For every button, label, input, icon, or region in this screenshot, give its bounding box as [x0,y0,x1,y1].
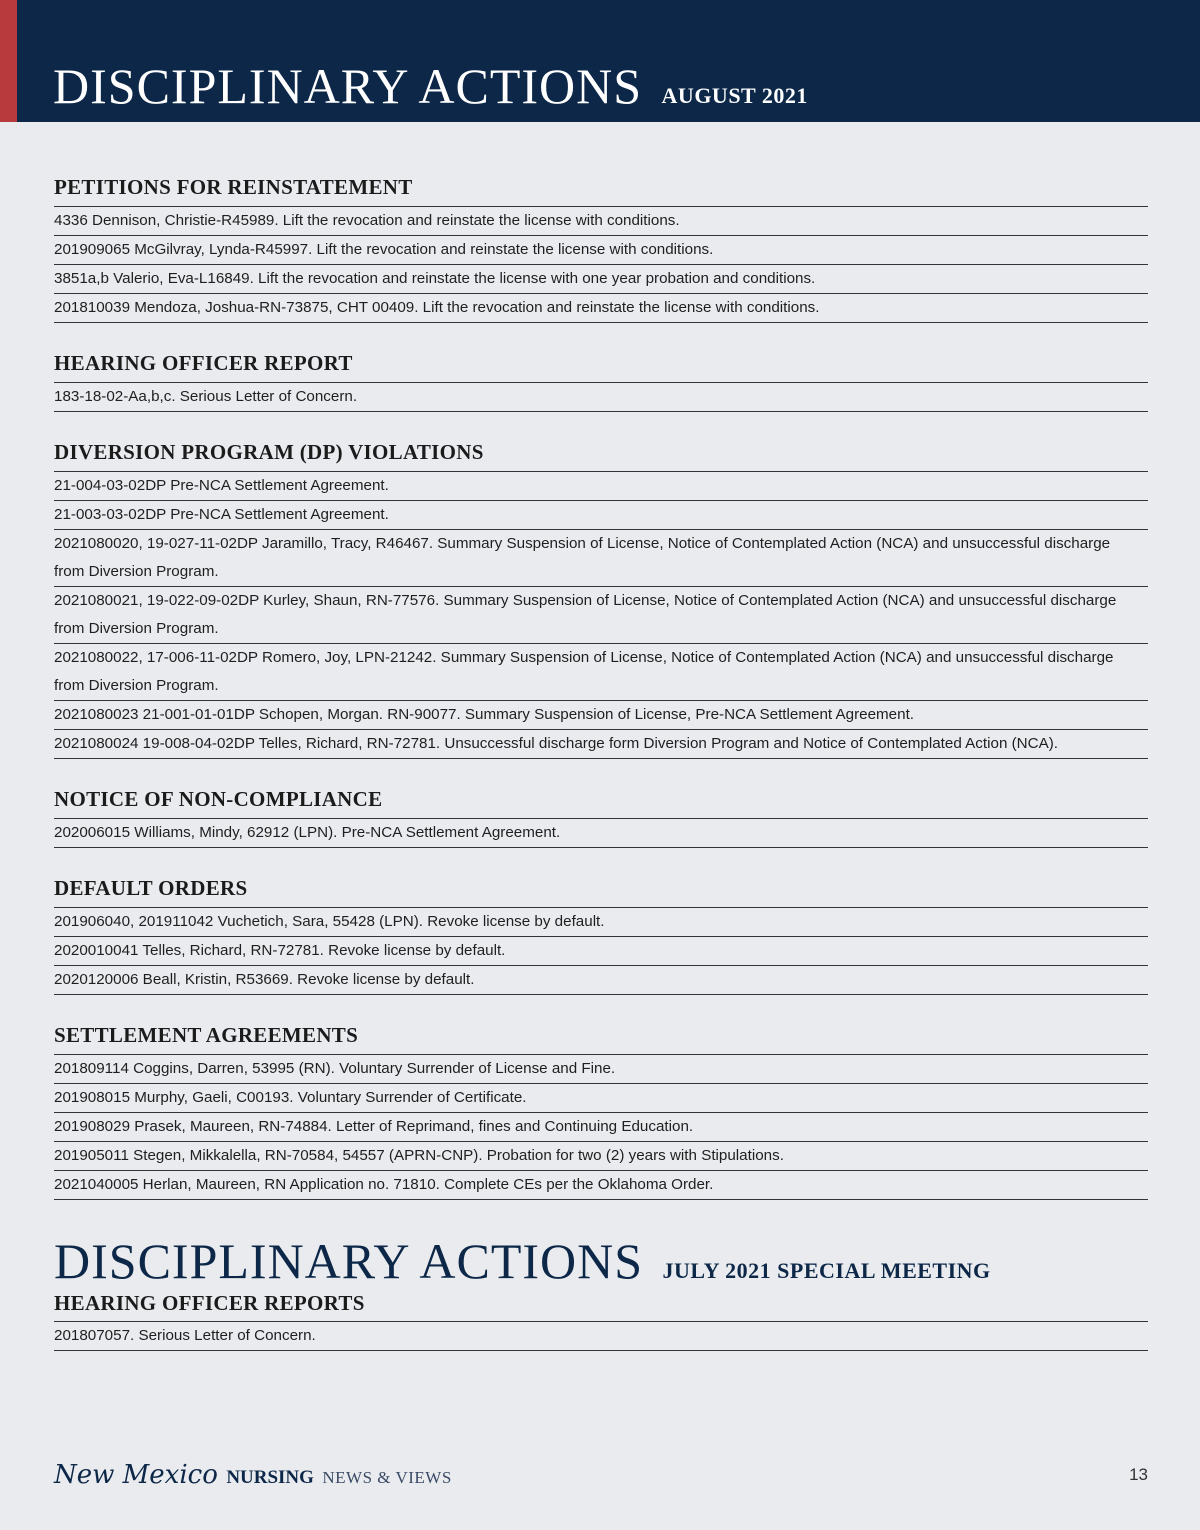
section-title: DIVERSION PROGRAM (DP) VIOLATIONS [54,437,1148,472]
section-title: HEARING OFFICER REPORT [54,348,1148,383]
list-item: 2021080022, 17-006-11-02DP Romero, Joy, LPN-21242. Summary Suspension of License, Notice of Contemplated Action (NCA) and unsuccessful discharge from Diversion Program. [54,644,1148,701]
page-title-text: DISCIPLINARY ACTIONS [53,58,643,114]
page-number: 13 [1129,1465,1148,1484]
brand-script: New Mexico [54,1460,218,1490]
list-item: 201908015 Murphy, Gaeli, C00193. Voluntary Surrender of Certificate. [54,1084,1148,1113]
section [54,1020,1148,1200]
special-meeting-title [54,1233,1148,1289]
section-title: SETTLEMENT AGREEMENTS [54,1020,1148,1055]
special-meeting-subtitle: JULY 2021 SPECIAL MEETING [662,1258,991,1283]
page-title [53,54,808,128]
brand-news: NEWS & VIEWS [322,1468,452,1487]
list-item: 201905011 Stegen, Mikkalella, RN-70584, 54557 (APRN-CNP). Probation for two (2) years with Stipulations. [54,1142,1148,1171]
list-item: 202006015 Williams, Mindy, 62912 (LPN). Pre-NCA Settlement Agreement. [54,819,1148,848]
section [54,784,1148,848]
list-item: 2021080024 19-008-04-02DP Telles, Richard, RN-72781. Unsuccessful discharge form Diversion Program and Notice of Contemplated Action (NCA). [54,730,1148,759]
footer [54,1458,1148,1492]
entry-list [54,1322,1148,1351]
list-item: 3851a,b Valerio, Eva-L16849. Lift the revocation and reinstate the license with one year probation and conditions. [54,265,1148,294]
list-item: 201809114 Coggins, Darren, 53995 (RN). Voluntary Surrender of License and Fine. [54,1055,1148,1084]
list-item: 21-003-03-02DP Pre-NCA Settlement Agreement. [54,501,1148,530]
list-item: 2021080021, 19-022-09-02DP Kurley, Shaun, RN-77576. Summary Suspension of License, Notice of Contemplated Action (NCA) and unsuccessful discharge from Diversion Program. [54,587,1148,644]
section [54,348,1148,412]
section-title: HEARING OFFICER REPORTS [54,1289,1148,1322]
list-item: 2020120006 Beall, Kristin, R53669. Revoke license by default. [54,966,1148,995]
main-content [54,172,1148,1376]
list-item: 2021040005 Herlan, Maureen, RN Application no. 71810. Complete CEs per the Oklahoma Order. [54,1171,1148,1200]
list-item: 2020010041 Telles, Richard, RN-72781. Revoke license by default. [54,937,1148,966]
section [54,437,1148,759]
sections-list [54,172,1148,1200]
list-item: 21-004-03-02DP Pre-NCA Settlement Agreement. [54,472,1148,501]
list-item: 201810039 Mendoza, Joshua-RN-73875, CHT 00409. Lift the revocation and reinstate the license with conditions. [54,294,1148,323]
brand-nursing: NURSING [226,1467,314,1488]
header-banner [0,0,1200,122]
special-meeting-title-text: DISCIPLINARY ACTIONS [54,1233,644,1289]
section [54,873,1148,995]
section-title: NOTICE OF NON-COMPLIANCE [54,784,1148,819]
banner-accent-stripe [0,0,17,122]
list-item: 2021080023 21-001-01-01DP Schopen, Morgan. RN-90077. Summary Suspension of License, Pre-NCA Settlement Agreement. [54,701,1148,730]
list-item: 201906040, 201911042 Vuchetich, Sara, 55428 (LPN). Revoke license by default. [54,908,1148,937]
list-item: 201807057. Serious Letter of Concern. [54,1322,1148,1351]
list-item: 201909065 McGilvray, Lynda-R45997. Lift the revocation and reinstate the license with conditions. [54,236,1148,265]
section-title: PETITIONS FOR REINSTATEMENT [54,172,1148,207]
list-item: 183-18-02-Aa,b,c. Serious Letter of Concern. [54,383,1148,412]
section [54,172,1148,323]
list-item: 201908029 Prasek, Maureen, RN-74884. Letter of Reprimand, fines and Continuing Education. [54,1113,1148,1142]
list-item: 2021080020, 19-027-11-02DP Jaramillo, Tracy, R46467. Summary Suspension of License, Notice of Contemplated Action (NCA) and unsuccessful discharge from Diversion Program. [54,530,1148,587]
section-title: DEFAULT ORDERS [54,873,1148,908]
publication-logo [54,1458,452,1496]
list-item: 4336 Dennison, Christie-R45989. Lift the revocation and reinstate the license with conditions. [54,207,1148,236]
section-hearing-officer-reports [54,1289,1148,1351]
page-subtitle: AUGUST 2021 [661,83,808,108]
